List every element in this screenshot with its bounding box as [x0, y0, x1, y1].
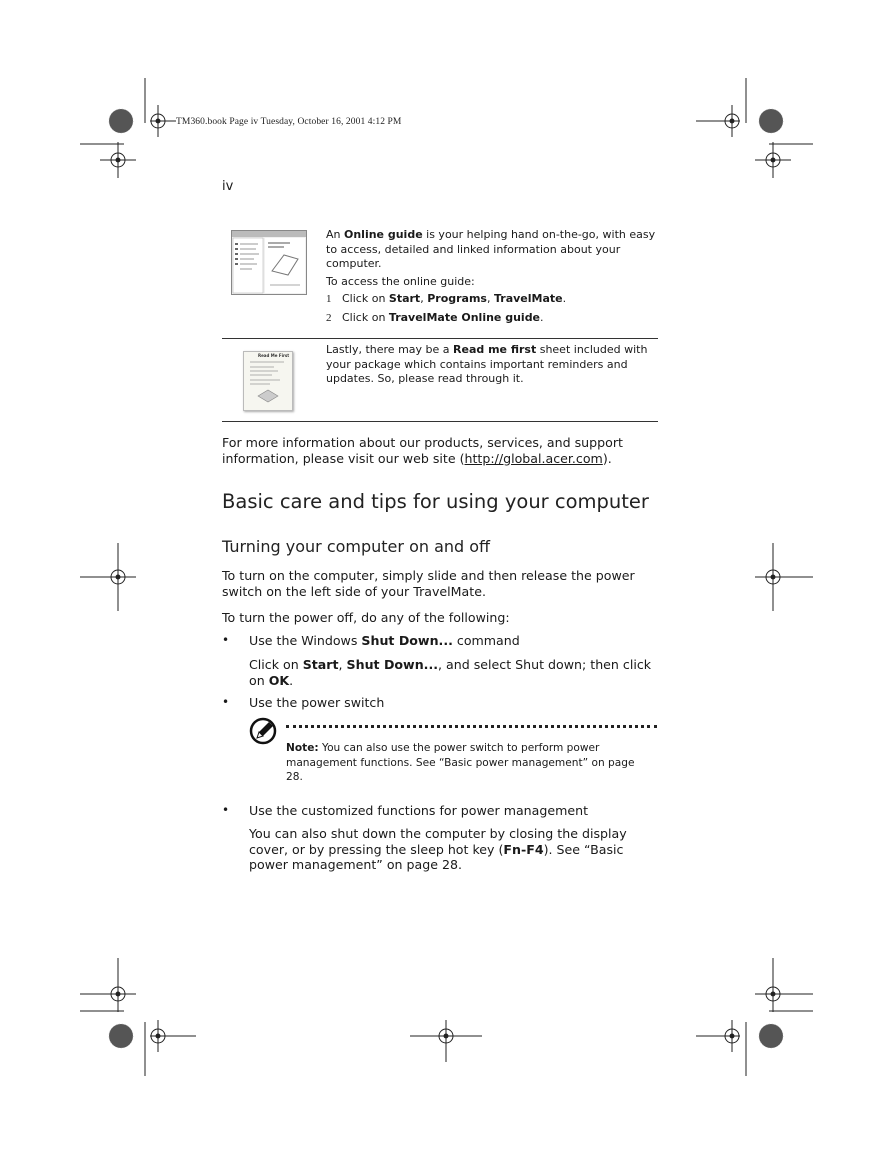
bullet-custom-functions: Use the customized functions for power management	[249, 803, 589, 818]
text-run: For more information about our products, services, and support information, please visit our web site (	[222, 435, 623, 466]
bullet-marker: •	[222, 633, 230, 647]
text-run: ). See “Basic power management” on page 28.	[249, 841, 624, 872]
print-header: TM360.book Page iv Tuesday, October 16, 2001 4:12 PM	[176, 117, 402, 127]
turn-on-paragraph: To turn on the computer, simply slide and then release the power switch on the left side of your TravelMate.	[222, 568, 635, 599]
note-icon	[249, 716, 279, 750]
text-run: Use the Windows	[249, 633, 362, 648]
step-1	[326, 292, 658, 307]
shutdown-term: Shut Down...	[361, 633, 453, 648]
shutdown-instructions	[249, 657, 659, 688]
step-2	[326, 311, 658, 326]
online-guide-term: Online guide	[344, 228, 423, 241]
start-term: Start	[388, 292, 421, 305]
bullet-shutdown-command	[249, 633, 659, 649]
online-guide-thumbnail	[231, 230, 307, 295]
text-run: .	[289, 672, 294, 688]
pencil-note-icon	[249, 716, 279, 746]
custom-functions-detail	[249, 826, 661, 873]
text-run: is your helping hand on-the-go, with easy to access, detailed and linked information about your computer.	[326, 228, 656, 270]
text-run: .	[562, 292, 567, 305]
page-number: iv	[222, 179, 234, 194]
online-guide-screenshot-icon	[232, 231, 306, 294]
text-run: .	[540, 310, 544, 324]
text-run: You can also shut down the computer by closing the display cover, or by pressing the sleep hot key (	[249, 826, 627, 857]
text-run: ,	[338, 657, 347, 672]
text-run: ,	[486, 292, 494, 305]
online-guide-paragraph	[326, 228, 658, 272]
acer-website-link[interactable]: http://global.acer.com	[464, 450, 603, 466]
online-guide-text	[326, 228, 658, 325]
note-divider	[286, 725, 657, 728]
readme-thumbnail	[243, 351, 293, 411]
travelmate-term: TravelMate	[493, 292, 563, 305]
table-bottom-rule	[222, 421, 658, 422]
readme-text	[326, 343, 658, 387]
text-run: Click on	[249, 657, 303, 672]
shutdown-term: Shut Down...	[346, 657, 439, 672]
note-text	[286, 741, 654, 785]
bullet-power-switch: Use the power switch	[249, 695, 385, 710]
bullet-marker: •	[222, 803, 230, 817]
text-run: sheet included with your package which contains important reminders and updates. So, please read through it.	[326, 343, 648, 385]
text-run: Lastly, there may be a	[326, 343, 454, 356]
programs-term: Programs	[427, 292, 487, 305]
text-run: Click on	[342, 292, 389, 305]
readme-thumb-title: Read Me First	[258, 353, 290, 358]
turn-off-intro: To turn the power off, do any of the following:	[222, 610, 510, 625]
subsection-title: Turning your computer on and off	[222, 537, 491, 556]
table-divider	[222, 338, 658, 339]
readme-sheet-icon	[244, 352, 292, 410]
hotkey-term: Fn-F4	[503, 841, 544, 857]
ok-term: OK	[268, 672, 290, 688]
start-term: Start	[302, 657, 339, 672]
access-instruction: To access the online guide:	[326, 274, 475, 288]
text-run: , and select Shut down; then click on	[249, 657, 652, 688]
online-guide-menu-term: TravelMate Online guide	[388, 310, 541, 324]
text-run: command	[452, 633, 520, 648]
note-label: Note:	[286, 742, 319, 754]
section-title: Basic care and tips for using your computer	[222, 490, 649, 513]
step-number: 1	[326, 293, 332, 305]
step-number: 2	[326, 311, 332, 324]
text-run: Click on	[342, 310, 389, 324]
text-run: You can also use the power switch to perform power management functions. See “Basic power management” on page 28.	[286, 742, 635, 783]
more-info-paragraph	[222, 435, 658, 466]
text-run: An	[326, 228, 344, 241]
text-run: ).	[602, 450, 612, 466]
readme-term: Read me first	[453, 343, 537, 356]
bullet-marker: •	[222, 695, 230, 709]
text-run: ,	[420, 292, 428, 305]
